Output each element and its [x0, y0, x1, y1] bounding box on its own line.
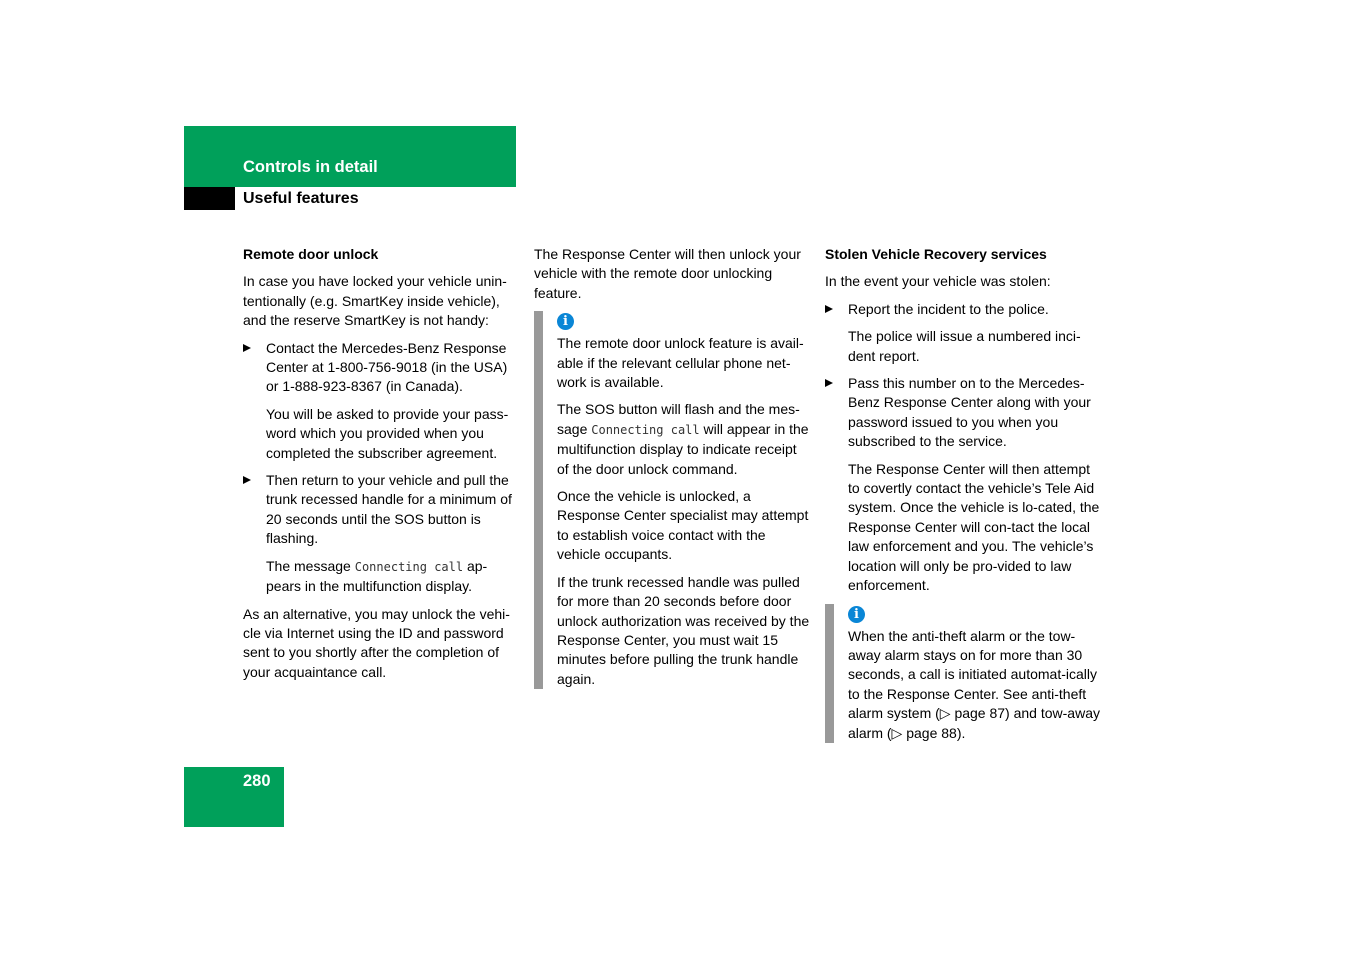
instruction-note: The Response Center will then attempt to covertly contact the vehicle’s Tele Aid system. Once the vehicle is lo-cated, the Response Center will con-tact the local law enforcement and you. The vehicle’s location will only be pro-vided to law enforcement.: [848, 460, 1100, 594]
note-bar: [534, 311, 543, 689]
header-band: [184, 126, 516, 187]
display-message: Connecting call: [591, 422, 700, 437]
display-message: Connecting call: [354, 559, 464, 574]
instruction-text: Report the incident to the police.: [848, 300, 1049, 317]
bullet-arrow-icon: [825, 379, 833, 387]
instruction-report-police: [825, 300, 1101, 319]
note-text: The SOS button will flash and the mes-sage: [557, 401, 800, 437]
info-note: [534, 311, 810, 689]
instruction-pass-number: [825, 374, 1101, 452]
note-paragraph: [557, 400, 810, 479]
note-text: will appear in the multifunction display to indicate receipt of the door unlock command.: [557, 420, 809, 477]
section-title: Controls in detail: [243, 158, 378, 176]
column-stolen-vehicle: [825, 245, 1101, 743]
note-paragraph: When the anti-theft alarm or the tow-away alarm stays on for more than 30 seconds, a call is initiated automat-ically to the Response Center. See anti-theft alarm system (▷ page 87) and tow-away alarm (▷ page 88).: [848, 627, 1100, 741]
info-note: [825, 604, 1101, 743]
instruction-text: Pass this number on to the Mercedes-Benz Response Center along with your password issued to you when you subscribed to the service.: [848, 375, 1091, 450]
header-marker: [184, 187, 235, 210]
section-subtitle: Useful features: [243, 190, 359, 207]
note-text: ap-pears in the multifunction display.: [266, 557, 488, 595]
heading-stolen-vehicle: Stolen Vehicle Recovery services: [825, 246, 1047, 262]
instruction-note: You will be asked to provide your pass-word which you provided when you completed the subscriber agreement.: [266, 405, 509, 461]
lead-text: The Response Center will then unlock your vehicle with the remote door unlocking feature.: [534, 246, 801, 301]
column-remote-door-unlock: [243, 245, 519, 690]
instruction-pull-handle: [243, 471, 519, 549]
instruction-contact-center: [243, 339, 519, 397]
note-bar: [825, 604, 834, 743]
alternative-text: As an alternative, you may unlock the vehi-cle via Internet using the ID and password sent to you shortly after the completion of your acquaintance call.: [243, 605, 510, 680]
note-paragraph: If the trunk recessed handle was pulled for more than 20 seconds before door unlock authorization was received by the Response Center, you must wait 15 minutes before pulling the trunk handle again.: [557, 573, 810, 687]
note-paragraph: Once the vehicle is unlocked, a Response Center specialist may attempt to establish voice contact with the vehicle occupants.: [557, 488, 809, 563]
instruction-note: The police will issue a numbered inci-dent report.: [848, 328, 1081, 364]
instruction-text: Then return to your vehicle and pull the trunk recessed handle for a minimum of 20 seconds until the SOS button is flashing.: [266, 472, 512, 547]
bullet-arrow-icon: [243, 476, 251, 484]
instruction-note: [243, 557, 519, 597]
note-text: The message: [266, 557, 355, 574]
bullet-arrow-icon: [243, 344, 251, 352]
instruction-text: Contact the Mercedes-Benz Response Center at 1-800-756-9018 (in the USA) or 1-888-923-8367 (in Canada).: [266, 339, 508, 395]
intro-text: In case you have locked your vehicle unin-tentionally (e.g. SmartKey inside vehicle), and the reserve SmartKey is not handy:: [243, 273, 507, 329]
bullet-arrow-icon: [825, 305, 833, 313]
page-number: 280: [243, 772, 271, 790]
heading-remote-door-unlock: Remote door unlock: [243, 246, 379, 262]
column-response-center: [534, 245, 810, 689]
note-paragraph: The remote door unlock feature is avail-able if the relevant cellular phone net-work is available.: [557, 335, 804, 391]
intro-text: In the event your vehicle was stolen:: [825, 273, 1051, 290]
info-icon: i: [848, 606, 865, 623]
info-icon: i: [557, 313, 574, 330]
